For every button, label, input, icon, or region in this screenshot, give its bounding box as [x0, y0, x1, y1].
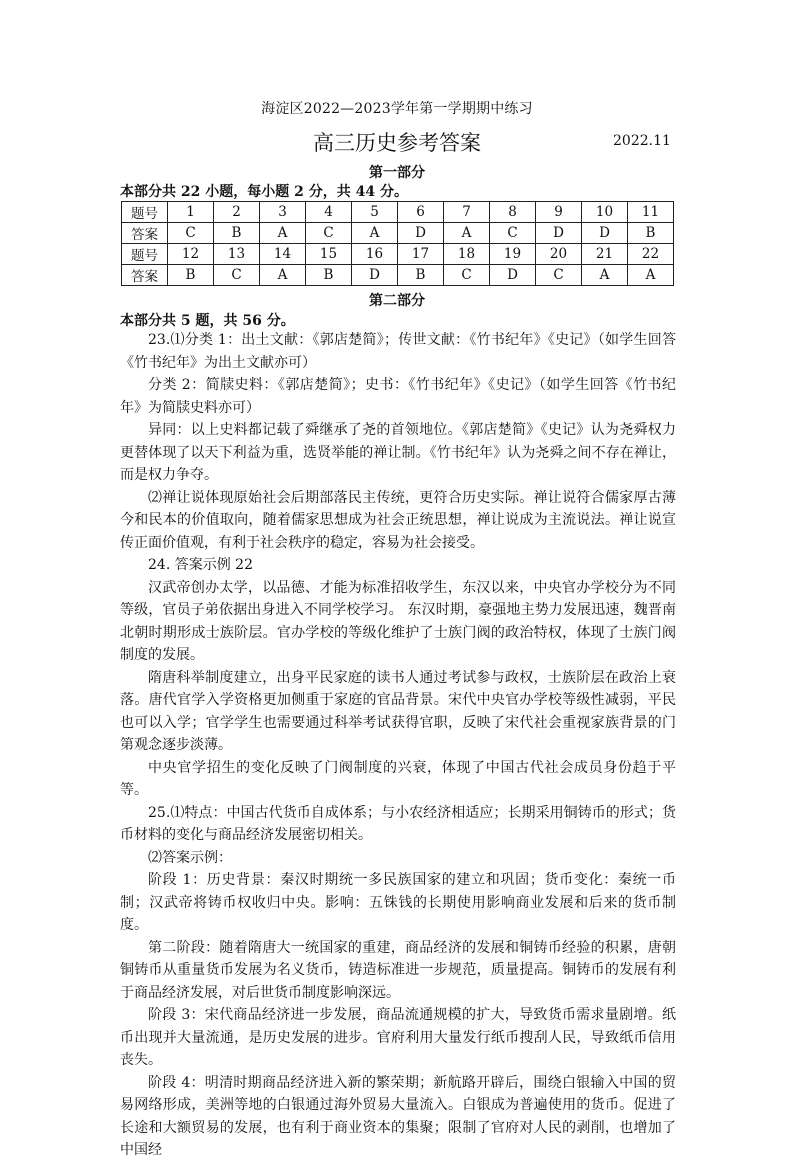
question-number-cell: 2: [214, 202, 260, 223]
answer-cell: D: [490, 265, 536, 286]
part1-intro: 本部分共 22 小题，每小题 2 分，共 44 分。: [120, 184, 408, 200]
answer-paragraph: 分类 2：简牍史料：《郭店楚简》；史书：《竹书纪年》《史记》（如学生回答《竹书纪年》为简牍史料亦可）: [120, 377, 676, 416]
row-label-question: 题号: [122, 202, 168, 223]
answer-paragraph: 阶段 1：历史背景：秦汉时期统一多民族国家的建立和巩固；货币变化：秦统一币制；汉武帝将铸币权收归中央。影响：五铢钱的长期使用影响商业发展和后来的货币制度。: [120, 872, 676, 933]
answer-cell: B: [628, 223, 674, 244]
answer-paragraph: 中央官学招生的变化反映了门阀制度的兴衰，体现了中国古代社会成员身份趋于平等。: [120, 759, 676, 798]
question-number-cell: 22: [628, 244, 674, 265]
part1-heading: 第一部分: [369, 165, 425, 181]
answer-cell: B: [214, 223, 260, 244]
answer-body: [120, 329, 676, 1162]
answer-cell: C: [168, 223, 214, 244]
answer-cell: D: [352, 265, 398, 286]
question-number-cell: 13: [214, 244, 260, 265]
answer-cell: C: [490, 223, 536, 244]
answer-cell: C: [306, 223, 352, 244]
exam-subtitle: 海淀区2022—2023学年第一学期期中练习: [261, 101, 533, 117]
question-number-cell: 14: [260, 244, 306, 265]
question-number-cell: 11: [628, 202, 674, 223]
answer-cell: A: [444, 223, 490, 244]
exam-date: 2022.11: [613, 133, 671, 149]
answer-paragraph: ⑵答案示例：: [148, 849, 232, 866]
question-number-cell: 1: [168, 202, 214, 223]
answer-cell: D: [582, 223, 628, 244]
answer-cell: A: [260, 223, 306, 244]
answer-cell: C: [444, 265, 490, 286]
question-number-cell: 5: [352, 202, 398, 223]
question-number-cell: 15: [306, 244, 352, 265]
question-number-cell: 12: [168, 244, 214, 265]
answer-paragraph: 25.⑴特点：中国古代货币自成体系；与小农经济相适应；长期采用铜铸币的形式；货币材料的变化与商品经济发展密切相关。: [120, 804, 676, 843]
answer-table: [121, 201, 674, 286]
answer-cell: B: [398, 265, 444, 286]
row-label-answer: 答案: [122, 265, 168, 286]
table-row-numbers-2: [122, 244, 674, 265]
answer-paragraph: 阶段 4：明清时期商品经济进入新的繁荣期；新航路开辟后，围绕白银输入中国的贸易网络形成，美洲等地的白银通过海外贸易大量流入。白银成为普遍使用的货币。促进了长途和大额贸易的发展，也有利于商业资本的集聚；限制了官府对人民的剥削，也增加了中国经: [120, 1074, 676, 1158]
part2-intro: 本部分共 5 题，共 56 分。: [120, 313, 295, 329]
answer-paragraph: 异同：以上史料都记载了舜继承了尧的首领地位。《郭店楚简》《史记》认为尧舜权力更替体现了以天下利益为重，选贤举能的禅让制。《竹书纪年》认为尧舜之间不存在禅让，而是权力争夺。: [120, 422, 676, 483]
answer-cell: B: [306, 265, 352, 286]
table-row-numbers-1: [122, 202, 674, 223]
answer-cell: B: [168, 265, 214, 286]
row-label-answer: 答案: [122, 223, 168, 244]
answer-cell: A: [628, 265, 674, 286]
answer-paragraph: ⑵禅让说体现原始社会后期部落民主传统，更符合历史实际。禅让说符合儒家厚古薄今和民本的价值取向，随着儒家思想成为社会正统思想，禅让说成为主流说法。禅让说宣传正面价值观，有利于社会秩序的稳定，容易为社会接受。: [120, 489, 676, 551]
answer-paragraph: 第二阶段：随着隋唐大一统国家的重建，商品经济的发展和铜铸币经验的积累，唐朝铜铸币从重量货币发展为名义货币，铸造标准进一步规范，质量提高。铜铸币的发展有利于商品经济发展，对后世货币制度影响深远。: [120, 939, 676, 1001]
row-label-question: 题号: [122, 244, 168, 265]
answer-cell: D: [398, 223, 444, 244]
question-number-cell: 9: [536, 202, 582, 223]
question-number-cell: 7: [444, 202, 490, 223]
question-number-cell: 4: [306, 202, 352, 223]
answer-cell: C: [214, 265, 260, 286]
answer-cell: A: [352, 223, 398, 244]
answer-paragraph: 汉武帝创办太学，以品德、才能为标准招收学生，东汉以来，中央官办学校分为不同等级，官员子弟依据出身进入不同学校学习。 东汉时期，豪强地主势力发展迅速，魏晋南北朝时期形成士族阶层。官办学校的等级化维护了士族门阀的政治特权，体现了士族门阀制度的发展。: [120, 579, 676, 663]
answer-cell: A: [260, 265, 306, 286]
question-number-cell: 21: [582, 244, 628, 265]
question-number-cell: 20: [536, 244, 582, 265]
answer-paragraph: 隋唐科举制度建立，出身平民家庭的读书人通过考试参与政权，士族阶层在政治上衰落。唐代官学入学资格更加侧重于家庭的官品背景。宋代中央官办学校等级性减弱，平民也可以入学；官学学生也需要通过科举考试获得官职，反映了宋代社会重视家族背景的门第观念逐步淡薄。: [120, 669, 676, 753]
answer-cell: D: [536, 223, 582, 244]
question-number-cell: 18: [444, 244, 490, 265]
question-number-cell: 17: [398, 244, 444, 265]
table-row-answers-1: [122, 223, 674, 244]
answer-paragraph: 阶段 3：宋代商品经济进一步发展，商品流通规模的扩大，导致货币需求量剧增。纸币出现并大量流通，是历史发展的进步。官府利用大量发行纸币搜刮人民，导致纸币信用丧失。: [120, 1007, 676, 1068]
question-number-cell: 10: [582, 202, 628, 223]
page-title: 高三历史参考答案: [313, 131, 481, 155]
answer-cell: C: [536, 265, 582, 286]
answer-cell: A: [582, 265, 628, 286]
answer-paragraph: 24. 答案示例 22: [148, 557, 253, 573]
answer-paragraph: 23.⑴分类 1：出土文献：《郭店楚简》；传世文献：《竹书纪年》《史记》（如学生回答《竹书纪年》为出土文献亦可）: [120, 332, 676, 371]
part2-heading: 第二部分: [369, 293, 425, 309]
question-number-cell: 8: [490, 202, 536, 223]
question-number-cell: 6: [398, 202, 444, 223]
table-row-answers-2: [122, 265, 674, 286]
question-number-cell: 16: [352, 244, 398, 265]
question-number-cell: 3: [260, 202, 306, 223]
question-number-cell: 19: [490, 244, 536, 265]
